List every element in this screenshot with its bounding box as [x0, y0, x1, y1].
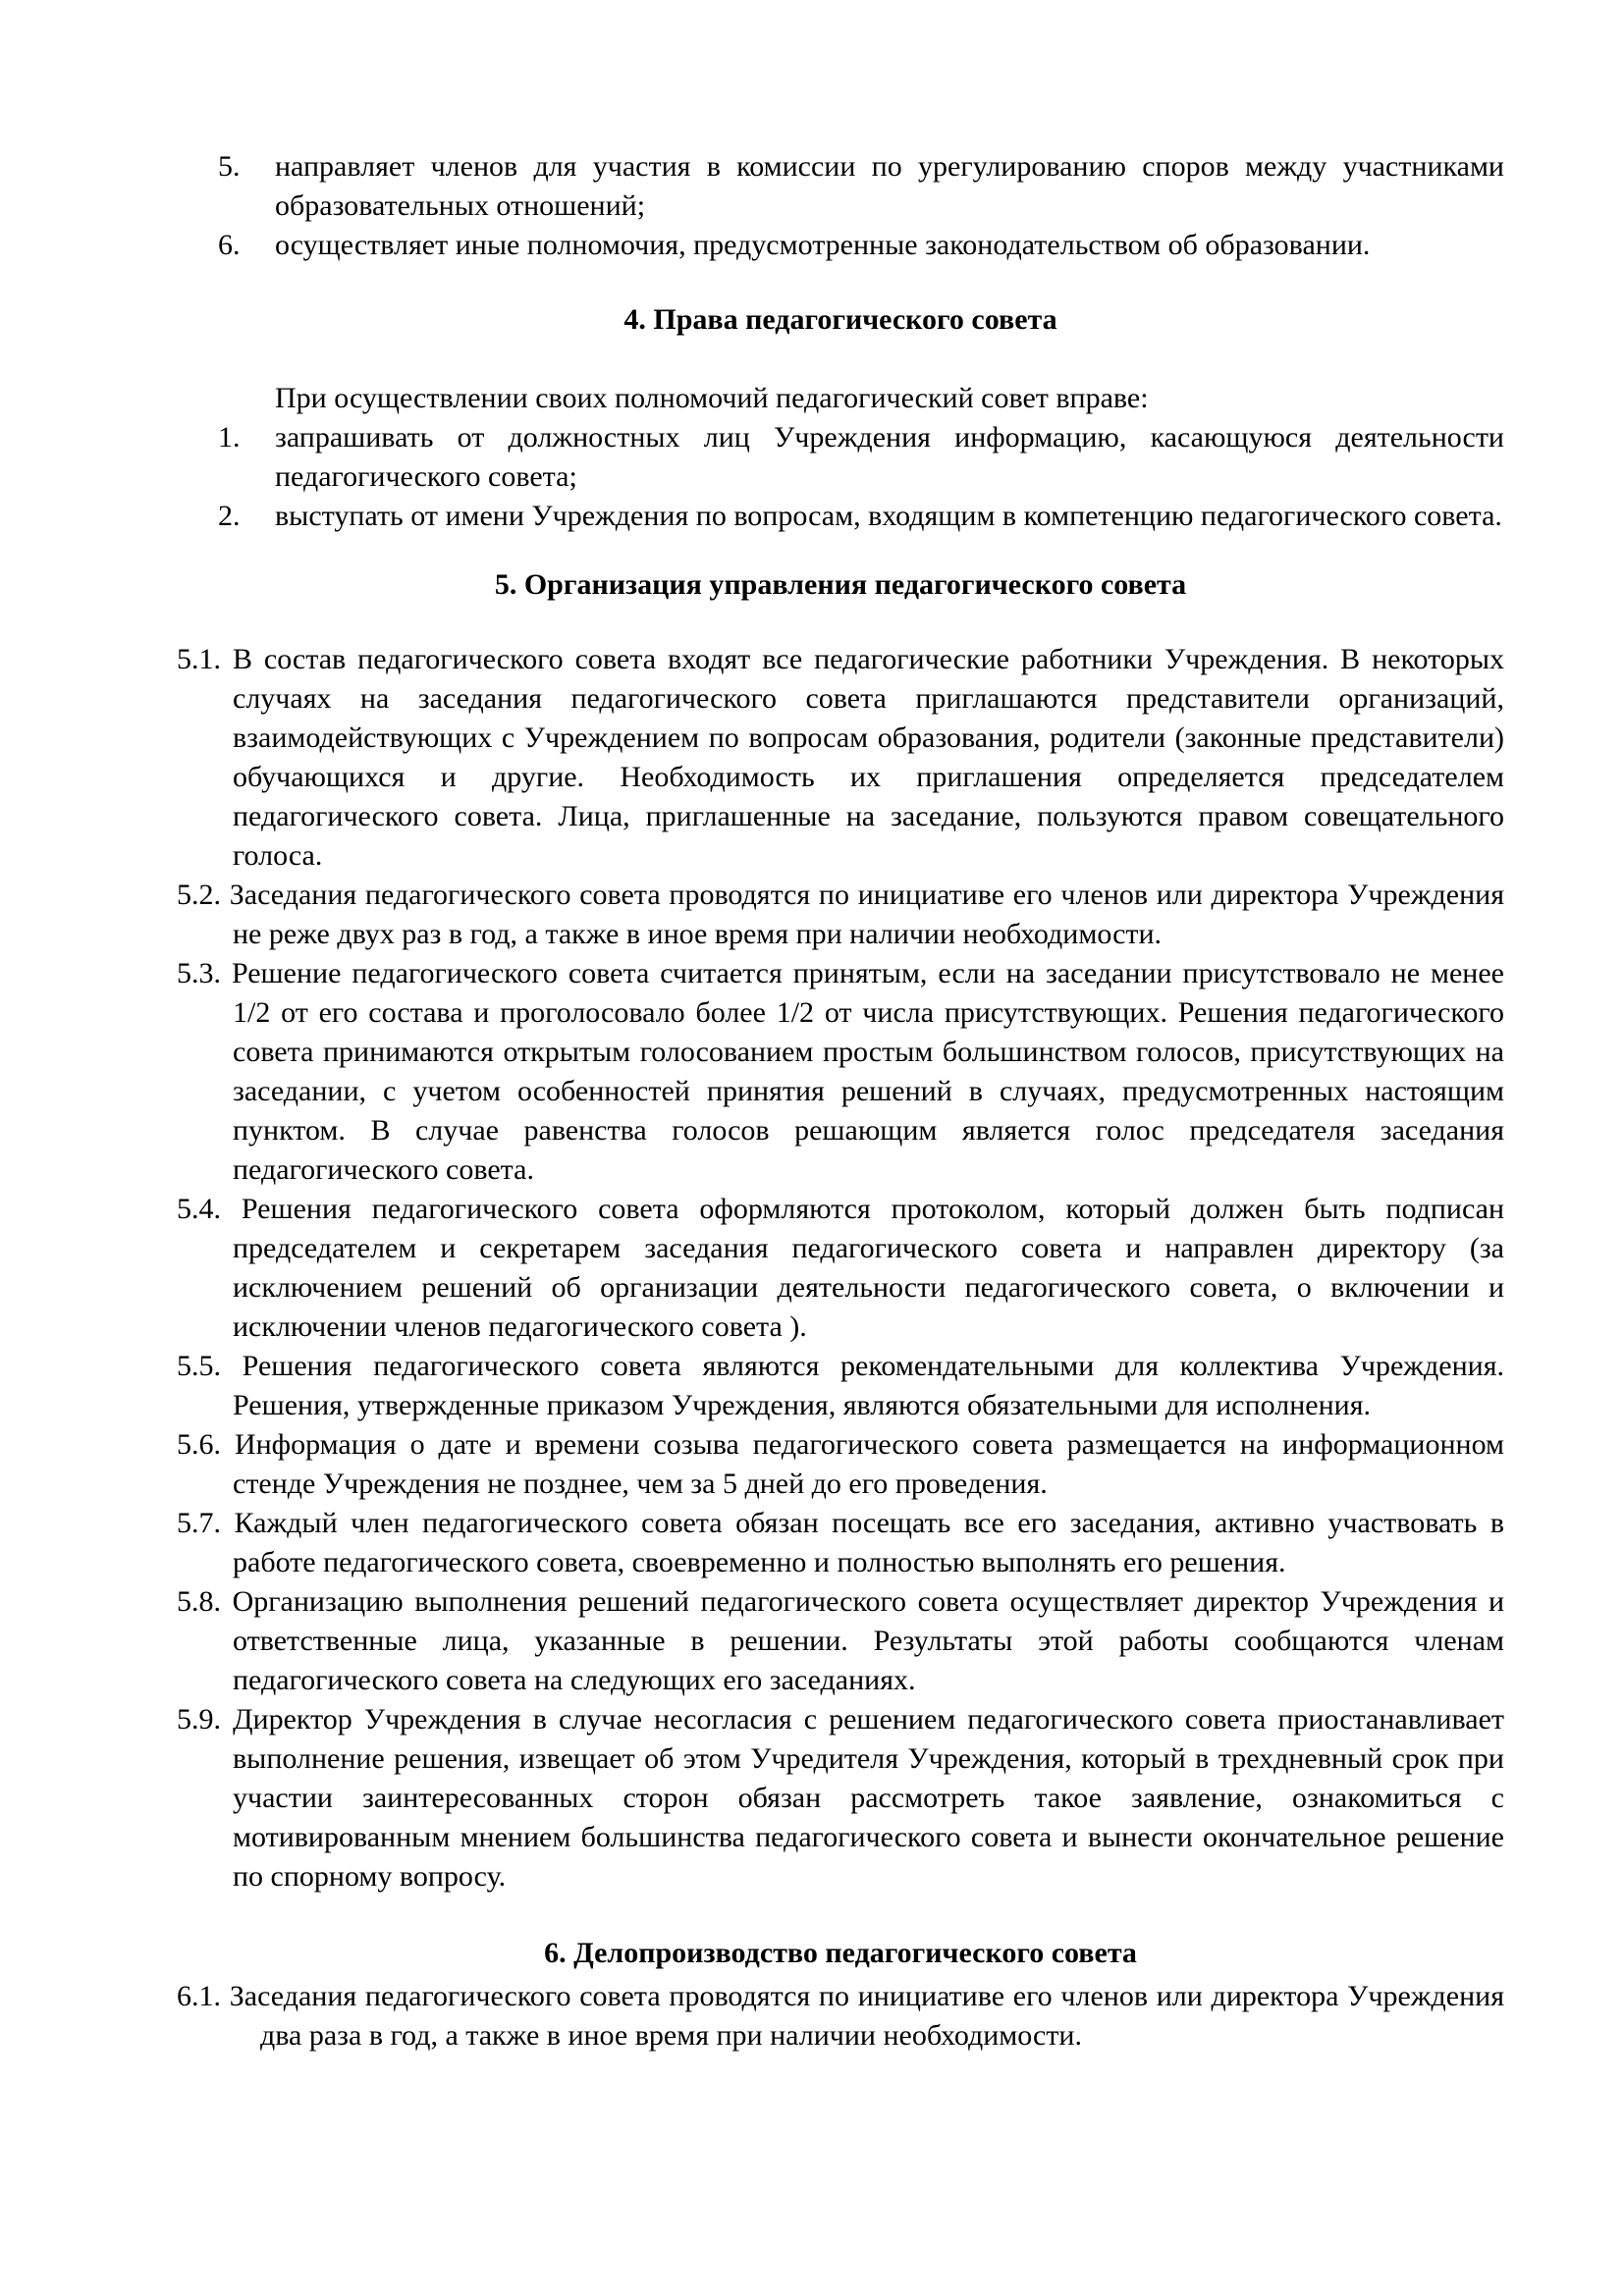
clause-number: 5.1.	[177, 643, 221, 675]
clause-number: 5.5.	[177, 1350, 221, 1382]
clause-number: 5.8.	[177, 1585, 221, 1618]
section-4-lead-paragraph: При осуществлении своих полномочий педагогический совет вправе:	[275, 382, 1149, 414]
clause-5-1	[177, 640, 1504, 876]
section-heading-4: 4. Права педагогического совета	[623, 303, 1057, 336]
clause-text: Решения педагогического совета являются рекомендательными для коллектива Учреждения. Решения, утвержденные приказом Учреждения, являются обязательными для исполнения.	[233, 1350, 1505, 1421]
clause-number: 5.7.	[177, 1507, 221, 1539]
clause-5-8	[177, 1582, 1504, 1700]
item-number: 2.	[218, 500, 241, 532]
clause-text: Каждый член педагогического совета обязан посещать все его заседания, активно участвовать в работе педагогического совета, своевременно и полностью выполнять его решения.	[233, 1507, 1504, 1578]
section-heading-6: 6. Делопроизводство педагогического совета	[544, 1937, 1137, 1969]
clause-number: 5.9.	[177, 1703, 221, 1735]
clause-text: Заседания педагогического совета проводятся по инициативе его членов или директора Учреждения два раза в год, а также в иное время при наличии необходимости.	[229, 1980, 1505, 2052]
clause-5-6	[177, 1425, 1504, 1504]
clause-number: 5.2.	[177, 879, 221, 911]
clause-text: Директор Учреждения в случае несогласия с решением педагогического совета приостанавливает выполнение решения, извещает об этом Учредителя Учреждения, который в трехдневный срок при участии заинтересованных сторон обязан рассмотреть такое заявление, ознакомиться с мотивированным мнением большинства педагогического совета и вынести окончательное решение по спорному вопросу.	[233, 1703, 1505, 1893]
clause-text: Решение педагогического совета считается принятым, если на заседании присутствовало не менее 1/2 от его состава и проголосовало более 1/2 от числа присутствующих. Решения педагогического совета принимаются открытым голосованием простым большинством голосов, присутствующих на заседании, с учетом особенностей принятия решений в случаях, предусмотренных настоящим пунктом. В случае равенства голосов решающим является голос председателя заседания педагогического совета.	[231, 957, 1504, 1186]
clause-5-2	[177, 876, 1504, 954]
item-text: осуществляет иные полномочия, предусмотренные законодательством об образовании.	[275, 229, 1371, 261]
clause-text: Организацию выполнения решений педагогического совета осуществляет директор Учреждения и ответственные лица, указанные в решении. Результаты этой работы сообщаются членам педагогического совета на следующих его заседаниях.	[232, 1585, 1505, 1696]
list-item	[218, 418, 1504, 497]
clause-5-7	[177, 1504, 1504, 1582]
clause-5-9	[177, 1700, 1504, 1896]
item-number: 1.	[218, 421, 241, 454]
clause-number: 6.1.	[177, 1980, 221, 2012]
item-number: 5.	[218, 150, 241, 183]
list-item	[218, 497, 1504, 536]
clause-number: 5.3.	[177, 957, 221, 989]
clause-5-3	[177, 954, 1504, 1190]
clause-number: 5.6.	[177, 1428, 221, 1461]
item-text: запрашивать от должностных лиц Учреждения информацию, касающуюся деятельности педагогического совета;	[275, 421, 1504, 493]
clause-text: Решения педагогического совета оформляются протоколом, который должен быть подписан председателем и секретарем заседания педагогического совета и направлен директору (за исключением решений об организации деятельности педагогического совета, о включении и исключении членов педагогического совета ).	[233, 1193, 1505, 1343]
clause-number: 5.4.	[177, 1193, 221, 1225]
list-item	[218, 226, 1504, 265]
list-item	[218, 147, 1504, 226]
clause-text: В состав педагогического совета входят все педагогические работники Учреждения. В некоторых случаях на заседания педагогического совета приглашаются представители организаций, взаимодействующих с Учреждением по вопросам образования, родители (законные представители) обучающихся и другие. Необходимость их приглашения определяется председателем педагогического совета. Лица, приглашенные на заседание, пользуются правом совещательного голоса.	[232, 643, 1504, 872]
clause-text: Заседания педагогического совета проводятся по инициативе его членов или директора Учреждения не реже двух раз в год, а также в иное время при наличии необходимости.	[229, 879, 1505, 950]
clause-6-1	[177, 1977, 1504, 2056]
clause-5-4	[177, 1190, 1504, 1347]
section-heading-5: 5. Организация управления педагогического совета	[494, 568, 1187, 601]
item-text: направляет членов для участия в комиссии по урегулированию споров между участниками образовательных отношений;	[275, 150, 1504, 222]
clause-text: Информация о дате и времени созыва педагогического совета размещается на информационном стенде Учреждения не позднее, чем за 5 дней до его проведения.	[233, 1428, 1504, 1500]
item-number: 6.	[218, 229, 241, 261]
clause-5-5	[177, 1347, 1504, 1425]
item-text: выступать от имени Учреждения по вопросам, входящим в компетенцию педагогического совета.	[275, 500, 1502, 532]
